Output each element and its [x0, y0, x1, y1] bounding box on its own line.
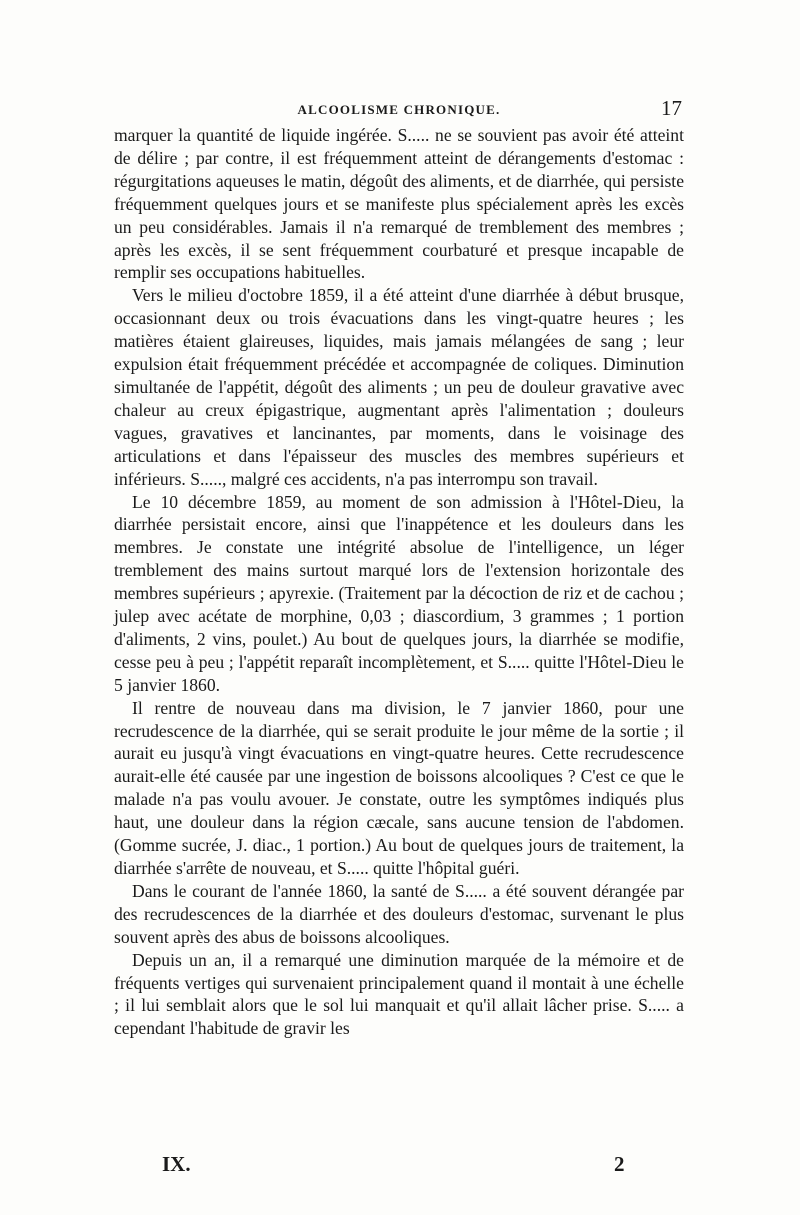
paragraph: Vers le milieu d'octobre 1859, il a été atteint d'une diarrhée à début brusque, occasionnant deux ou trois évacuations dans les vingt-quatre heures ; les matières étaient glaireuses, liquides, mais jamais mélangées de sang ; leur expulsion était fréquemment précédée et accompagnée de coliques. Diminution simultanée de l'appétit, dégoût des aliments ; un peu de douleur gravative avec chaleur au creux épigastrique, augmentant après l'alimentation ; douleurs vagues, gravatives et lancinantes, par moments, dans le voisinage des articulations et dans l'épaisseur des muscles des membres supérieurs et inférieurs. S....., malgré ces accidents, n'a pas interrompu son travail.: [114, 285, 684, 489]
body-text: [114, 124, 684, 1040]
signature-mark: IX.: [162, 1152, 191, 1176]
running-header: [114, 96, 684, 122]
paragraph: Dans le courant de l'année 1860, la santé de S..... a été souvent dérangée par des recrudescences de la diarrhée et des douleurs d'estomac, survenant le plus souvent après des abus de boissons alcooliques.: [114, 880, 684, 947]
page-number: 17: [661, 96, 682, 120]
paragraph-continuation: marquer la quantité de liquide ingérée. S..... ne se souvient pas avoir été atteint de délire ; par contre, il est fréquemment atteint de dérangements d'estomac : régurgitations aqueuses le matin, dégoût des aliments, et de diarrhée, qui persiste fréquemment quelques jours et se manifeste plus spécialement après les excès un peu considérables. Jamais il n'a remarqué de tremblement des membres ; après les excès, il se sent fréquemment courbaturé et presque incapable de remplir ses occupations habituelles.: [114, 125, 684, 283]
paragraph: Depuis un an, il a remarqué une diminution marquée de la mémoire et de fréquents vertiges qui survenaient principalement quand il montait à une échelle ; il lui semblait alors que le sol lui manquait et qu'il allait lâcher prise. S..... a cependant l'habitude de gravir les: [114, 949, 684, 1039]
sheet-number: 2: [614, 1152, 625, 1176]
running-header-title: ALCOOLISME CHRONIQUE.: [297, 102, 501, 117]
paragraph: Le 10 décembre 1859, au moment de son admission à l'Hôtel-Dieu, la diarrhée persistait encore, ainsi que l'inappétence et les douleurs dans les membres. Je constate une intégrité absolue de l'intelligence, un léger tremblement des mains surtout marqué lors de l'extension horizontale des membres supérieurs ; apyrexie. (Traitement par la décoction de riz et de cachou ; julep avec acétate de morphine, 0,03 ; diascordium, 3 grammes ; 1 portion d'aliments, 2 vins, poulet.) Au bout de quelques jours, la diarrhée se modifie, cesse peu à peu ; l'appétit reparaît incomplètement, et S..... quitte l'Hôtel-Dieu le 5 janvier 1860.: [114, 491, 684, 695]
page-footer: [114, 1152, 684, 1182]
paragraph: Il rentre de nouveau dans ma division, le 7 janvier 1860, pour une recrudescence de la diarrhée, qui se serait produite le jour même de la sortie ; il aurait eu jusqu'à vingt évacuations en vingt-quatre heures. Cette recrudescence aurait-elle été causée par une ingestion de boissons alcooliques ? C'est ce que le malade n'a pas voulu avouer. Je constate, outre les symptômes indiqués plus haut, une douleur dans la région cæcale, sans aucune tension de l'abdomen. (Gomme sucrée, J. diac., 1 portion.) Au bout de quelques jours de traitement, la diarrhée s'arrête de nouveau, et S..... quitte l'hôpital guéri.: [114, 697, 684, 878]
